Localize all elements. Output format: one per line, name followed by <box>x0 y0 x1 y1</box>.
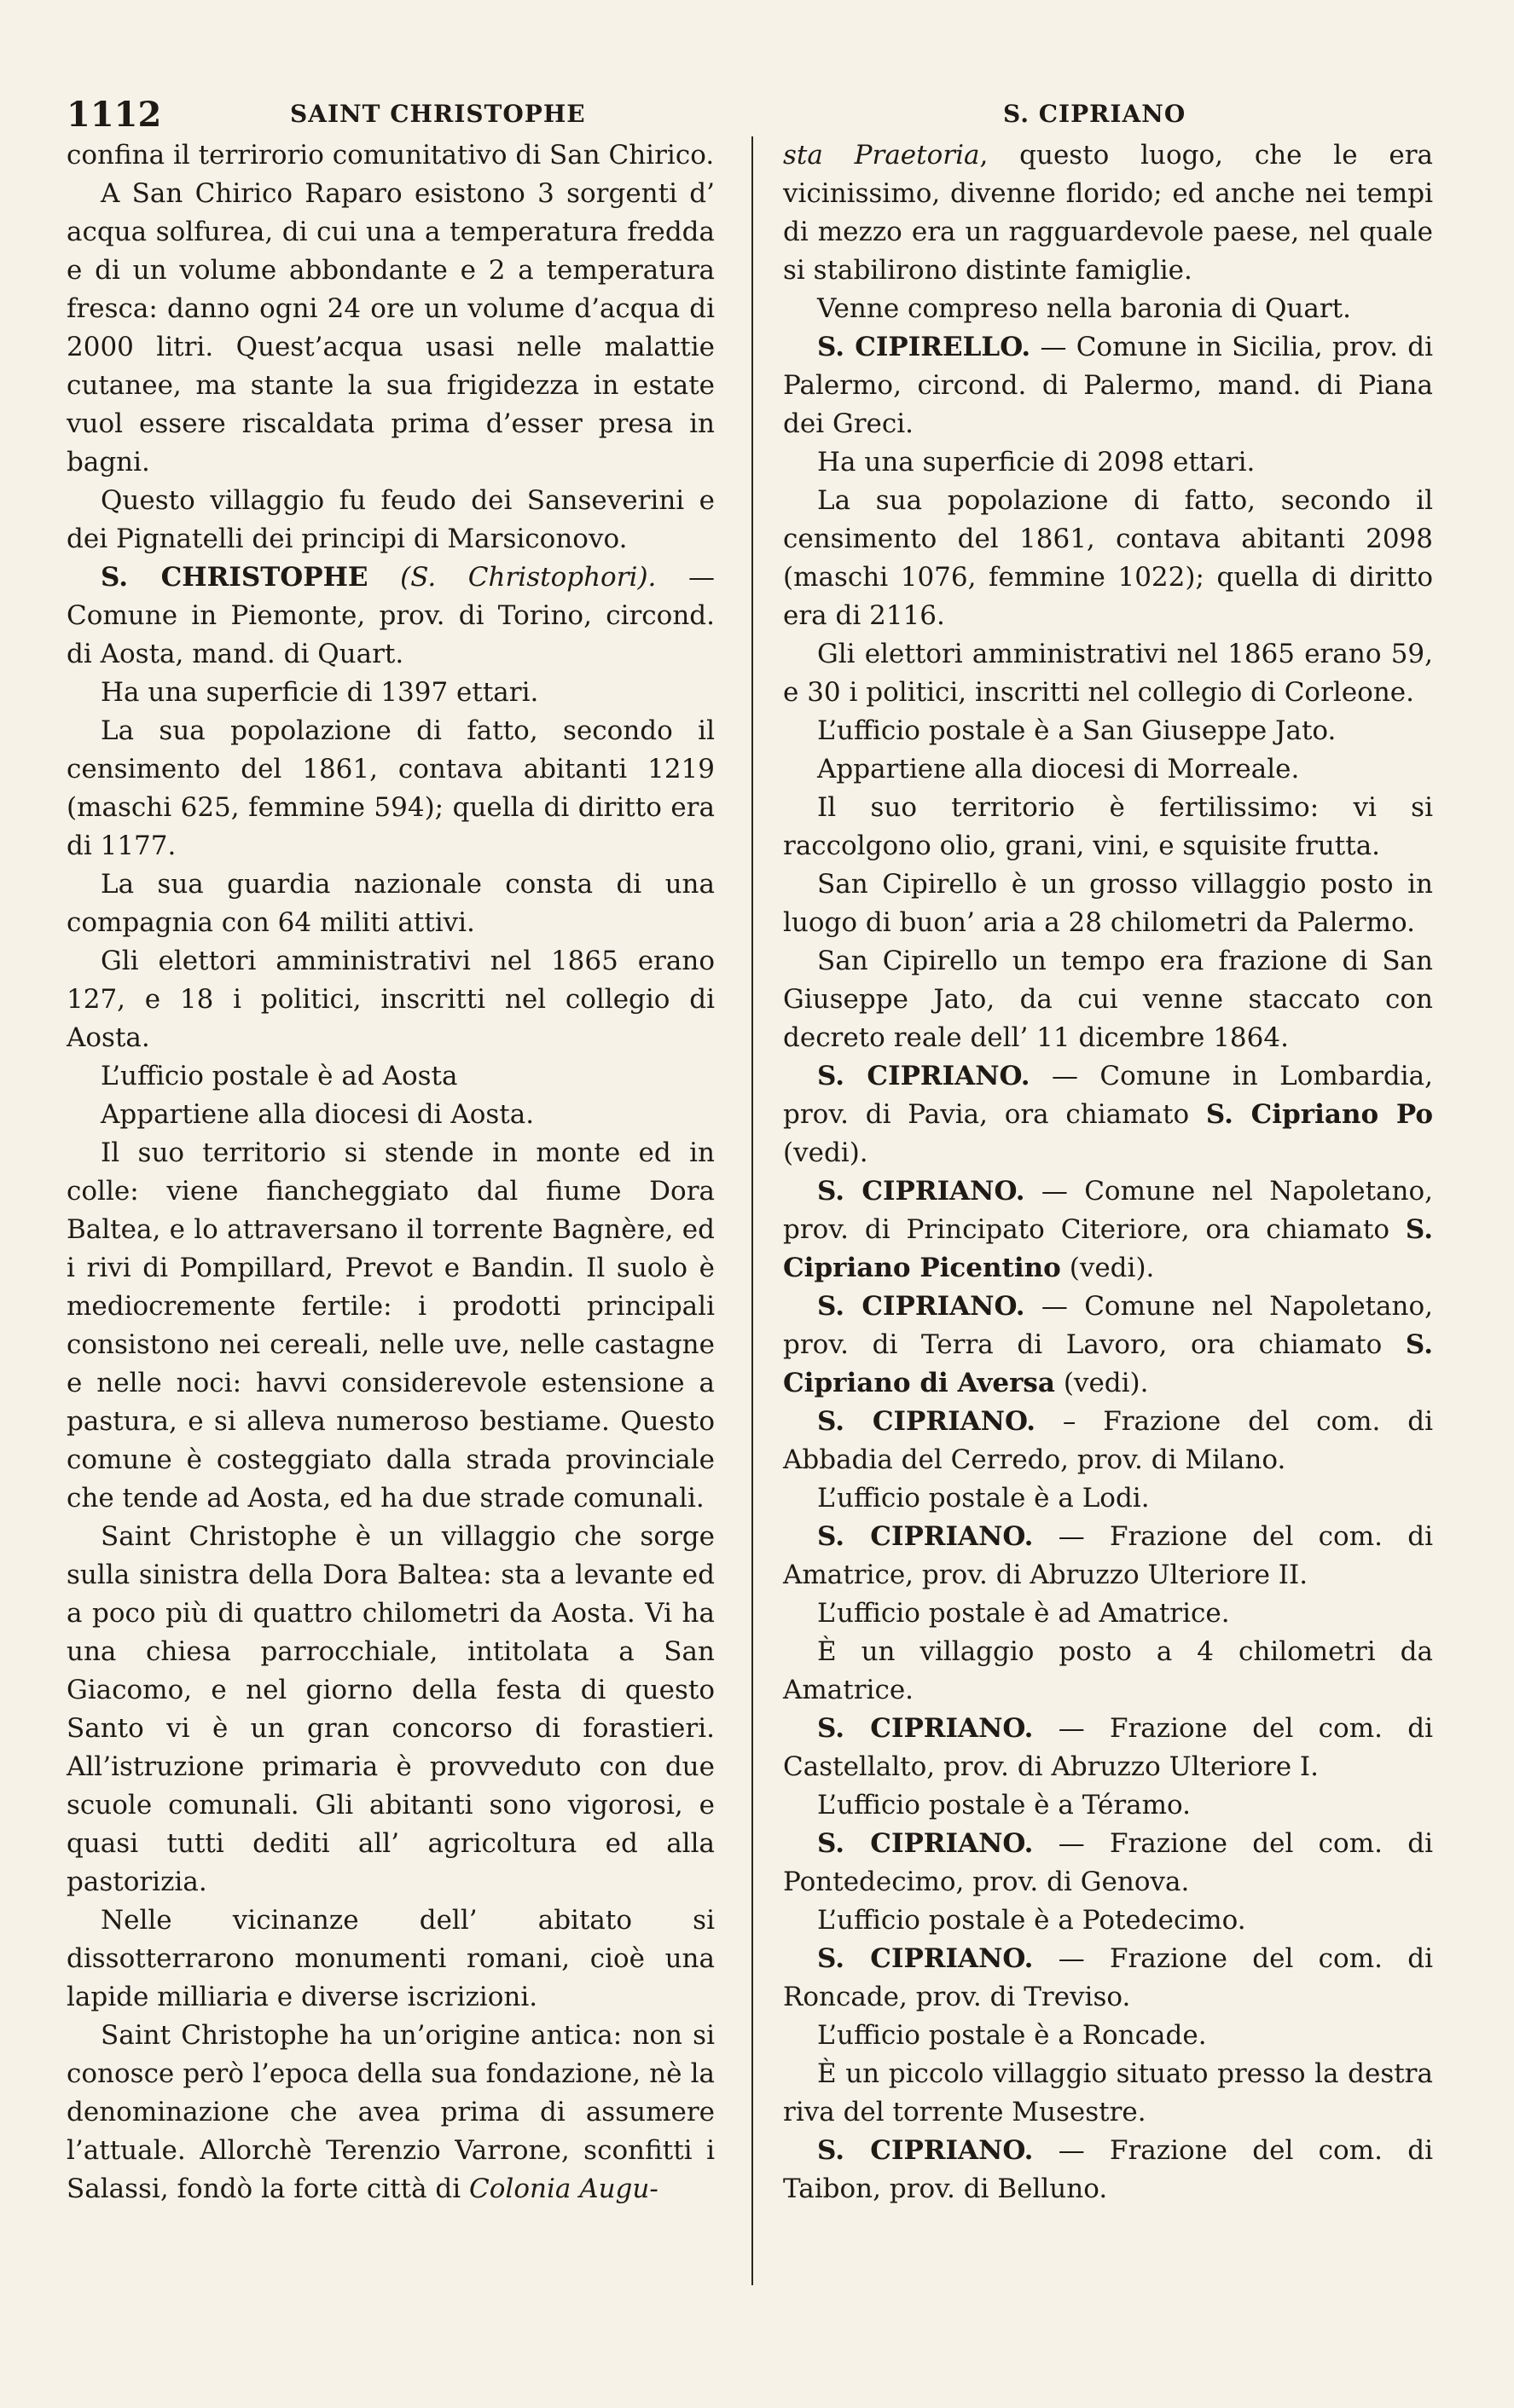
paragraph: San Cipirello un tempo era frazione di San Giuseppe Jato, da cui venne staccato con decreto reale dell’ 11 dicembre 1864. <box>783 946 1433 1053</box>
entry-s-cipriano <box>783 1403 1433 1479</box>
paragraph: È un piccolo villaggio situato presso la destra riva del torrente Musestre. <box>783 2058 1433 2127</box>
left-column <box>67 136 715 2208</box>
entry-s-cipriano <box>783 1057 1433 1172</box>
entry-text: (vedi). <box>783 1137 868 1168</box>
paragraph: Il suo territorio si stende in monte ed in colle: viene fiancheggiato dal fiume Dora Baltea, e lo attraversano il torrente Bagnère, ed i rivi di Pompillard, Prevot e Bandin. Il suolo è mediocremente fertile: i prodotti principali consistono nei cereali, nelle uve, nelle castagne e nelle noci: havvi considerevole estensione a pastura, e si alleva numeroso bestiame. Questo comune è costeggiato dalla strada provinciale che tende ad Aosta, ed ha due strade comunali. <box>67 1137 715 1514</box>
paragraph: La sua guardia nazionale consta di una compagnia con 64 militi attivi. <box>67 869 715 938</box>
paragraph <box>783 136 1433 290</box>
entry-headword: S. CIPRIANO. <box>817 2135 1034 2166</box>
paragraph: L’ufficio postale è a Téramo. <box>817 1790 1191 1820</box>
entry-text: (vedi). <box>1054 1368 1149 1398</box>
entry-s-christophe <box>67 559 715 674</box>
entry-headword: S. CIPRIANO. <box>817 1521 1034 1552</box>
paragraph: L’ufficio postale è ad Aosta <box>101 1061 458 1091</box>
paragraph: Il suo territorio è fertilissimo: vi si raccolgono olio, grani, vini, e squisite frutta. <box>783 792 1433 861</box>
running-head-left: SAINT CHRISTOPHE <box>290 100 586 128</box>
entry-text: — Comune nel Napoletano, prov. di Terra di Lavoro, ora chiamato <box>783 1291 1434 1360</box>
entry-s-cipriano <box>783 1825 1433 1902</box>
page-number: 1112 <box>67 95 162 135</box>
entry-s-cipriano <box>783 1172 1433 1288</box>
entry-s-cipriano <box>783 1518 1433 1595</box>
paragraph: L’ufficio postale è a Lodi. <box>817 1483 1150 1514</box>
cross-reference: S. Cipriano Po <box>1205 1099 1433 1130</box>
entry-text: — Frazione del com. di Roncade, prov. di Treviso. <box>783 1943 1433 2012</box>
entry-headword: S. CIPRIANO. <box>817 1061 1030 1091</box>
paragraph: Venne compreso nella baronia di Quart. <box>817 293 1351 324</box>
running-head-right: S. CIPRIANO <box>1003 100 1186 128</box>
italic-place-name: Colonia Augu- <box>469 2174 658 2204</box>
entry-text: — Comune in Piemonte, prov. di Torino, circond. di Aosta, mand. di Quart. <box>67 562 715 669</box>
paragraph: L’ufficio postale è ad Amatrice. <box>817 1598 1230 1629</box>
paragraph: Nelle vicinanze dell’ abitato si dissotterrarono monumenti romani, cioè una lapide milliaria e diverse iscrizioni. <box>67 1905 715 2012</box>
paragraph: San Cipirello è un grosso villaggio posto in luogo di buon’ aria a 28 chilometri da Palermo. <box>783 869 1433 938</box>
entry-s-cipriano <box>783 1710 1433 1786</box>
entry-s-cipriano <box>783 2132 1433 2208</box>
entry-s-cipriano <box>783 1940 1433 2017</box>
paragraph: Gli elettori amministrativi nel 1865 erano 127, e 18 i politici, inscritti nel collegio di Aosta. <box>67 946 715 1053</box>
column-divider <box>751 136 753 2285</box>
entry-text: (vedi). <box>1060 1253 1155 1283</box>
paragraph <box>67 2017 715 2208</box>
right-column <box>783 136 1433 2208</box>
entry-text: — Frazione del com. di Taibon, prov. di Belluno. <box>783 2135 1433 2204</box>
entry-text: — Comune in Sicilia, prov. di Palermo, circond. di Palermo, mand. di Piana dei Greci. <box>783 332 1433 439</box>
paragraph-text: Saint Christophe ha un’origine antica: non si conosce però l’epoca della sua fondazione, nè la denominazione che avea prima di assumere l’attuale. Allorchè Terenzio Varrone, sconfitti i Salassi, fondò la forte città di <box>67 2020 715 2204</box>
cross-reference: S. Cipriano Picentino <box>783 1214 1433 1283</box>
paragraph: Questo villaggio fu feudo dei Sanseverini e dei Pignatelli dei principi di Marsiconovo. <box>67 485 715 554</box>
paragraph: Appartiene alla diocesi di Morreale. <box>817 754 1300 784</box>
entry-s-cipirello <box>783 328 1433 443</box>
entry-headword: S. CIPRIANO. <box>817 1713 1034 1744</box>
entry-s-cipriano <box>783 1288 1433 1403</box>
paragraph: confina il terrirorio comunitativo di San Chirico. <box>67 140 715 171</box>
entry-latin-name: (S. Christophori). <box>400 562 657 593</box>
entry-headword: S. CIPRIANO. <box>817 1291 1025 1322</box>
paragraph: Gli elettori amministrativi nel 1865 erano 59, e 30 i politici, inscritti nel collegio di Corleone. <box>783 639 1433 708</box>
entry-headword: S. CHRISTOPHE <box>101 562 368 593</box>
page-header <box>67 88 1436 139</box>
paragraph: Ha una superficie di 2098 ettari. <box>817 447 1256 478</box>
entry-text: — Comune nel Napoletano, prov. di Principato Citeriore, ora chiamato <box>783 1176 1434 1245</box>
entry-text: — Frazione del com. di Amatrice, prov. di Abruzzo Ulteriore II. <box>783 1521 1433 1590</box>
entry-text: — Frazione del com. di Castellalto, prov. di Abruzzo Ulteriore I. <box>783 1713 1433 1782</box>
italic-place-name: sta Praetoria <box>783 140 980 171</box>
entry-headword: S. CIPRIANO. <box>817 1406 1035 1437</box>
paragraph: La sua popolazione di fatto, secondo il censimento del 1861, contava abitanti 1219 (maschi 625, femmine 594); quella di diritto era di 1177. <box>67 715 715 861</box>
paragraph: La sua popolazione di fatto, secondo il censimento del 1861, contava abitanti 2098 (maschi 1076, femmine 1022); quella di diritto era di 2116. <box>783 485 1433 631</box>
paragraph-text: , questo luogo, che le era vicinissimo, divenne florido; ed anche nei tempi di mezzo era un ragguardevole paese, nel quale si stabilirono distinte famiglie. <box>783 140 1434 286</box>
entry-headword: S. CIPRIANO. <box>817 1828 1034 1859</box>
entry-headword: S. CIPRIANO. <box>817 1176 1025 1207</box>
paragraph: È un villaggio posto a 4 chilometri da Amatrice. <box>783 1636 1433 1705</box>
entry-headword: S. CIPRIANO. <box>817 1943 1034 1974</box>
entry-text: – Frazione del com. di Abbadia del Cerredo, prov. di Milano. <box>783 1406 1433 1475</box>
cross-reference: S. Cipriano di Aversa <box>783 1329 1433 1398</box>
paragraph: L’ufficio postale è a Roncade. <box>817 2020 1207 2051</box>
paragraph: Saint Christophe è un villaggio che sorge sulla sinistra della Dora Baltea: sta a levante ed a poco più di quattro chilometri da Aosta. Vi ha una chiesa parrocchiale, intitolata a San Giacomo, e nel giorno della festa di questo Santo vi è un gran concorso di forastieri. All’istruzione primaria è provveduto con due scuole comunali. Gli abitanti sono vigorosi, e quasi tutti dediti all’ agricoltura ed alla pastorizia. <box>67 1521 715 1897</box>
entry-text: — Comune in Lombardia, prov. di Pavia, ora chiamato <box>783 1061 1433 1130</box>
entry-text: — Frazione del com. di Pontedecimo, prov. di Genova. <box>783 1828 1433 1897</box>
paragraph: L’ufficio postale è a Potedecimo. <box>817 1905 1246 1936</box>
paragraph: L’ufficio postale è a San Giuseppe Jato. <box>817 715 1337 746</box>
paragraph: Appartiene alla diocesi di Aosta. <box>101 1099 535 1130</box>
entry-headword: S. CIPIRELLO. <box>817 332 1031 362</box>
paragraph: A San Chirico Raparo esistono 3 sorgenti d’ acqua solfurea, di cui una a temperatura fredda e di un volume abbondante e 2 a temperatura fresca: danno ogni 24 ore un volume d’acqua di 2000 litri. Quest’acqua usasi nelle malattie cutanee, ma stante la sua frigidezza in estate vuol essere riscaldata prima d’esser presa in bagni. <box>67 178 715 478</box>
paragraph: Ha una superficie di 1397 ettari. <box>101 677 539 708</box>
